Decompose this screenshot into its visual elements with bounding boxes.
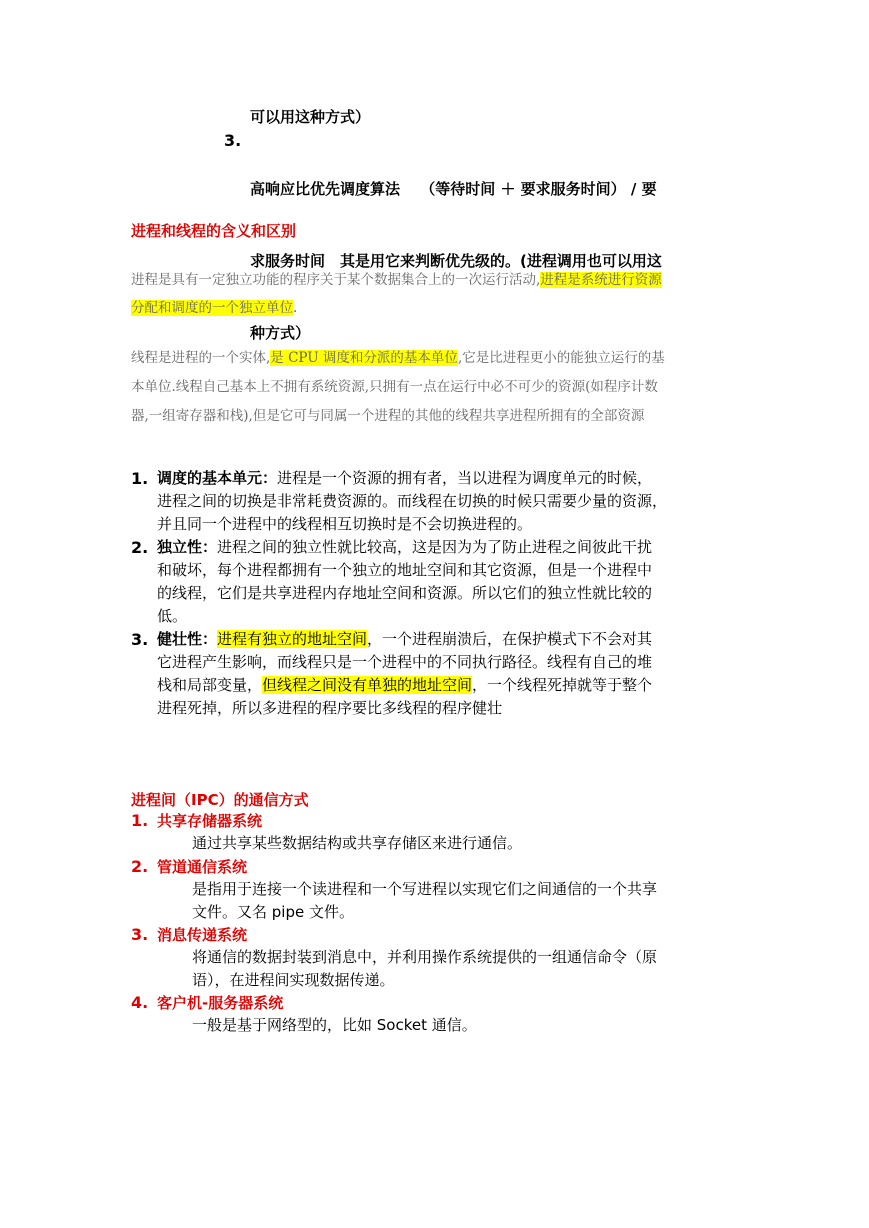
highlight: 分配和调度的一个独立单位	[131, 300, 293, 316]
paragraph-process-definition: 进程是具有一定独立功能的程序关于某个数据集合上的一次运行活动,进程是系统进行资源 分配和调度的一个独立单位.	[131, 272, 662, 316]
list-number: 1.	[131, 469, 149, 488]
list-number: 2.	[131, 857, 149, 876]
ipc-item-title: 消息传递系统	[157, 926, 248, 944]
ipc-item-title: 共享存储器系统	[157, 812, 263, 830]
list-item-independence: 独立性：进程之间的独立性就比较高，这是因为为了防止进程之间彼此干扰 和破坏，每个进程都拥有一个独立的地址空间和其它资源，但是一个进程中 的线程，它们是共享进程内存地址空间和资源。所以它们的独立性就比较的 低。	[157, 538, 653, 625]
list-item-scheduling-unit: 调度的基本单元：进程是一个资源的拥有者，当以进程为调度单元的时候， 进程之间的切换是非常耗费资源的。而线程在切换的时候只需要少量的资源， 并且同一个进程中的线程相互切换时是不会切换进程的。	[157, 469, 668, 533]
highlight: 进程是系统进行资源	[540, 272, 662, 288]
paragraph-thread-definition: 线程是进程的一个实体,是 CPU 调度和分派的基本单位,它是比进程更小的能独立运行的基 本单位.线程自己基本上不拥有系统资源,只拥有一点在运行中必不可少的资源(如程序计数 器,一组寄存器和栈),但是它可与同属一个进程的其他的线程共享进程所拥有的全部资源	[131, 350, 665, 424]
list-item-robustness: 健壮性：进程有独立的地址空间，一个进程崩溃后，在保护模式下不会对其 它进程产生影响，而线程只是一个进程中的不同执行路径。线程有自己的堆 栈和局部变量，但线程之间没有单独的地址空间，一个线程死掉就等于整个 进程死掉，所以多进程的程序要比多线程的程序健壮	[157, 630, 653, 717]
list-number: 1.	[131, 811, 149, 830]
list-item-text: 高响应比优先调度算法 （等待时间 ＋ 要求服务时间） / 要 求服务时间 其是用它来判断优先级的。(进程调用也可以用这 种方式）	[250, 180, 662, 342]
section-heading-ipc: 进程间（IPC）的通信方式	[131, 791, 309, 809]
highlight: 但线程之间没有单独的地址空间	[262, 676, 473, 694]
ipc-item-desc: 是指用于连接一个读进程和一个写进程以实现它们之间通信的一个共享 文件。又名 pipe 文件。	[192, 880, 658, 921]
list-number: 2.	[131, 538, 149, 557]
ipc-item-desc: 将通信的数据封装到消息中，并利用操作系统提供的一组通信命令（原 语），在进程间实现数据传递。	[192, 948, 658, 989]
list-number: 3.	[131, 630, 149, 649]
list-number: 3.	[224, 131, 242, 150]
ipc-item-desc: 一般是基于网络型的，比如 Socket 通信。	[192, 1016, 477, 1034]
ipc-item-title: 客户机-服务器系统	[157, 994, 284, 1012]
list-number: 3.	[131, 925, 149, 944]
highlight: 进程有独立的地址空间	[217, 630, 368, 648]
list-item-continuation: 可以用这种方式）	[250, 108, 371, 126]
ipc-item-title: 管道通信系统	[157, 858, 248, 876]
ipc-item-desc: 通过共享某些数据结构或共享存储区来进行通信。	[192, 834, 523, 852]
highlight: 是 CPU 调度和分派的基本单位	[270, 350, 458, 366]
section-heading: 进程和线程的含义和区别	[131, 222, 297, 240]
list-number: 4.	[131, 993, 149, 1012]
